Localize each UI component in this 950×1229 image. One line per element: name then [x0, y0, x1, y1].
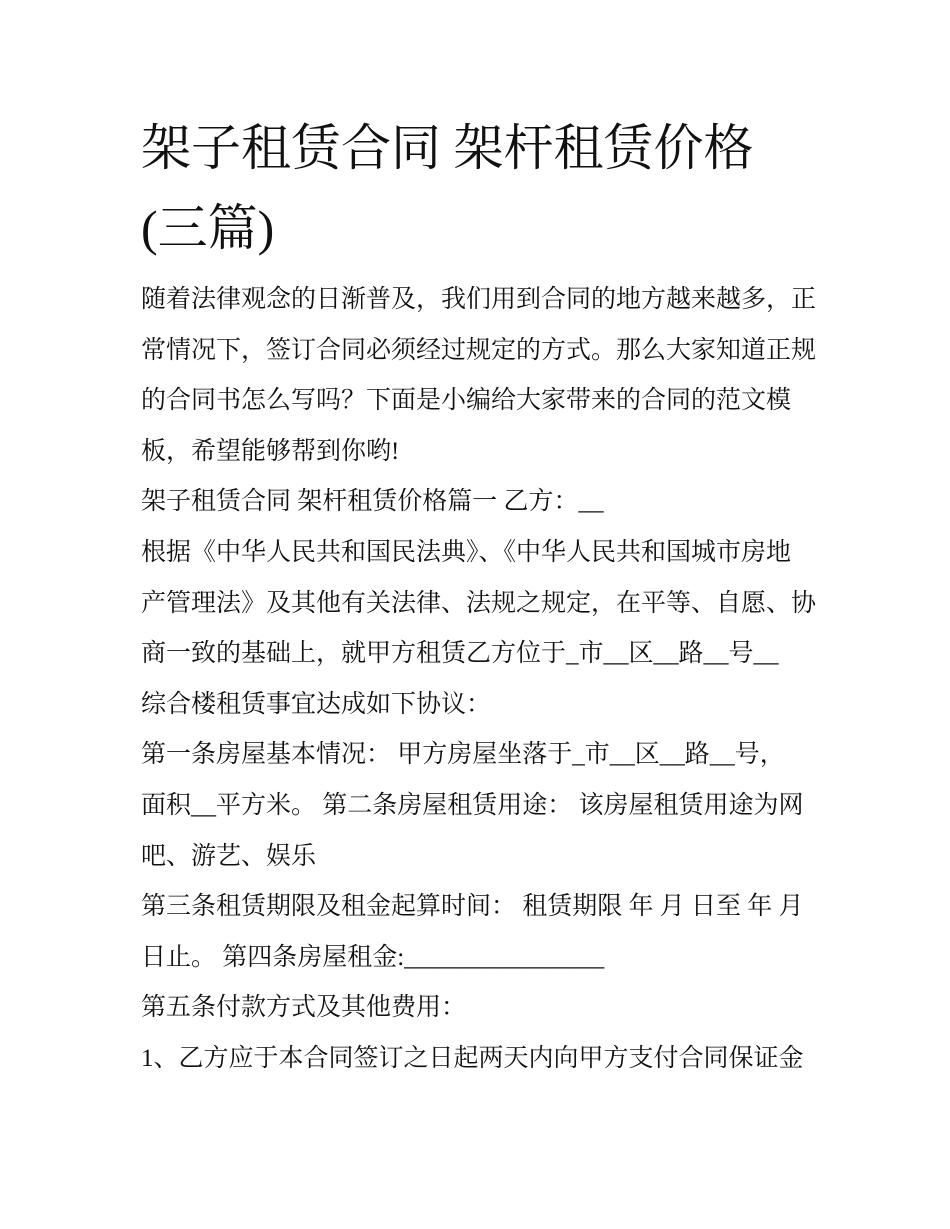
title-line: (三篇): [141, 200, 275, 256]
body-line: 第一条房屋基本情况： 甲方房屋坐落于_市__区__路__号，: [141, 741, 785, 769]
body-line: 1、乙方应于本合同签订之日起两天内向甲方支付合同保证金: [141, 1044, 804, 1072]
body-line: 板，希望能够帮到你哟!: [141, 437, 400, 465]
body-line: 常情况下，签订合同必须经过规定的方式。那么大家知道正规: [141, 336, 817, 364]
body-line: 的合同书怎么写吗？下面是小编给大家带来的合同的范文模: [141, 387, 792, 415]
body-line: 产管理法》及其他有关法律、法规之规定，在平等、自愿、协: [141, 589, 817, 617]
body-line: 随着法律观念的日渐普及，我们用到合同的地方越来越多，正: [141, 286, 817, 313]
document-body: [141, 275, 816, 1085]
document-title: [141, 108, 754, 268]
body-line: 第三条租赁期限及租金起算时间： 租赁期限 年 月 日至 年 月: [141, 893, 804, 921]
body-line: 日止。 第四条房屋租金:________________: [141, 943, 605, 971]
body-line: 面积__平方米。 第二条房屋租赁用途： 该房屋租赁用途为网: [141, 791, 804, 819]
title-line: 架子租赁合同 架杆租赁价格: [141, 120, 754, 176]
body-line: 吧、游艺、娱乐: [141, 842, 317, 870]
body-line: 根据《中华人民共和国民法典》、《中华人民共和国城市房地: [141, 538, 792, 566]
section-heading: 架子租赁合同 架杆租赁价格篇一 乙方：__: [141, 488, 604, 516]
body-line: 商一致的基础上，就甲方租赁乙方位于_市__区__路__号__: [141, 640, 779, 668]
body-line: 综合楼租赁事宜达成如下协议：: [141, 690, 492, 718]
body-line: 第五条付款方式及其他费用：: [141, 994, 467, 1022]
